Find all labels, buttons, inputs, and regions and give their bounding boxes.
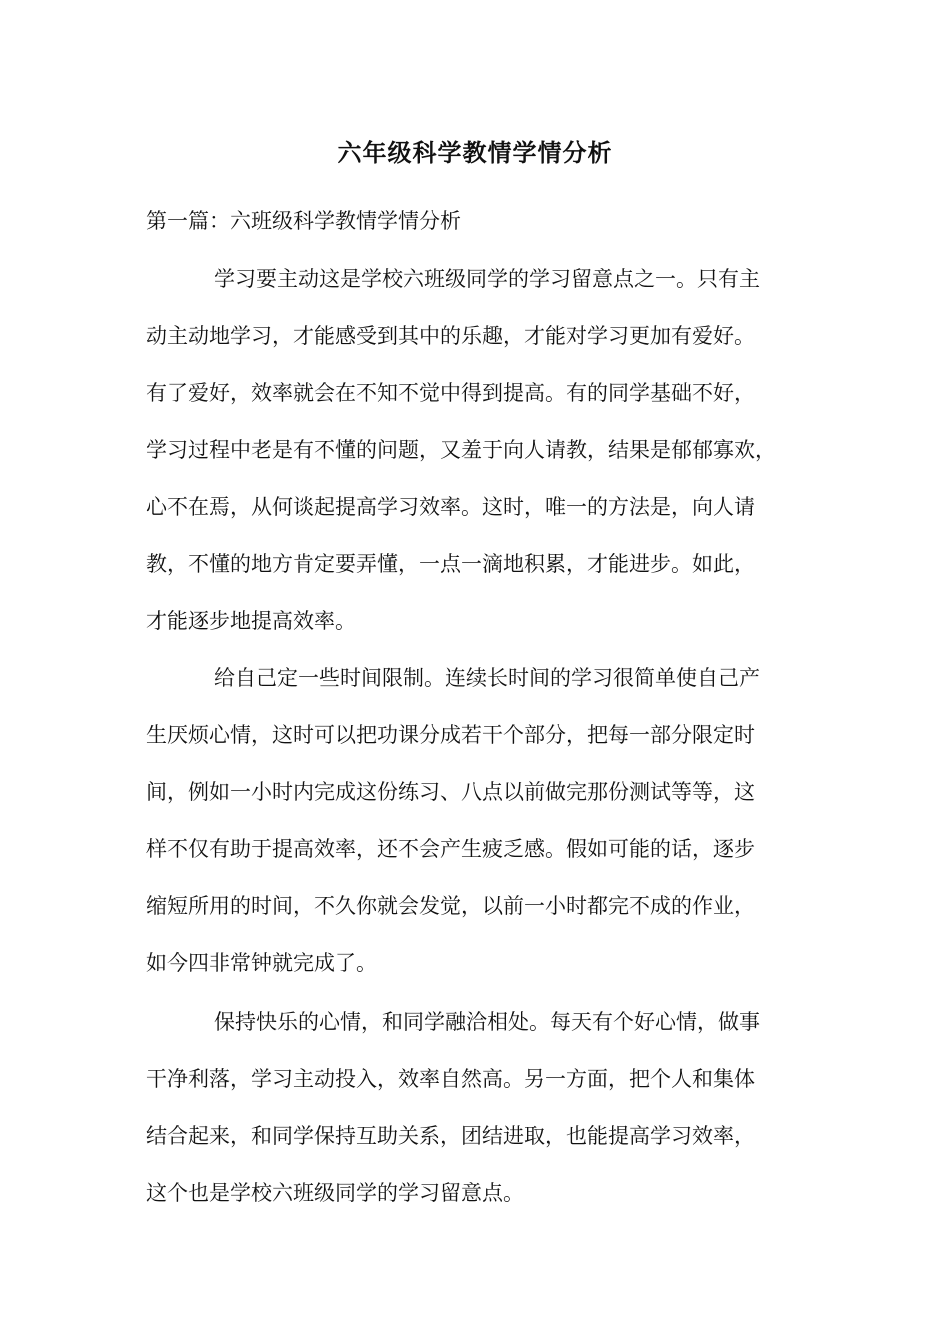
paragraph-1-line: 动主动地学习，才能感受到其中的乐趣，才能对学习更加有爱好。 — [146, 324, 755, 348]
paragraph-1-line: 教，不懂的地方肯定要弄懂，一点一滴地积累，才能进步。如此， — [146, 552, 755, 576]
paragraph-2-line: 生厌烦心情，这时可以把功课分成若干个部分，把每一部分限定时 — [146, 723, 755, 747]
paragraph-1-line: 学习过程中老是有不懂的问题，又羞于向人请教，结果是郁郁寡欢， — [146, 438, 776, 462]
paragraph-2-line: 间，例如一小时内完成这份练习、八点以前做完那份测试等等，这 — [146, 780, 755, 804]
paragraph-1-line: 心不在焉，从何谈起提高学习效率。这时，唯一的方法是，向人请 — [146, 495, 755, 519]
paragraph-1-line: 学习要主动这是学校六班级同学的学习留意点之一。只有主 — [214, 267, 760, 291]
paragraph-2-line: 缩短所用的时间，不久你就会发觉，以前一小时都完不成的作业， — [146, 894, 755, 918]
document-title: 六年级科学教情学情分析 — [337, 138, 613, 167]
paragraph-2-line: 如今四非常钟就完成了。 — [146, 951, 377, 975]
paragraph-1-line: 有了爱好，效率就会在不知不觉中得到提高。有的同学基础不好， — [146, 381, 755, 405]
paragraph-2-line: 给自己定一些时间限制。连续长时间的学习很简单使自己产 — [214, 666, 760, 690]
paragraph-2-line: 样不仅有助于提高效率，还不会产生疲乏感。假如可能的话，逐步 — [146, 837, 755, 861]
paragraph-3-line: 结合起来，和同学保持互助关系，团结进取，也能提高学习效率， — [146, 1124, 755, 1148]
paragraph-3-line: 这个也是学校六班级同学的学习留意点。 — [146, 1181, 524, 1205]
section-heading: 第一篇：六班级科学教情学情分析 — [146, 209, 461, 233]
paragraph-3-line: 保持快乐的心情，和同学融洽相处。每天有个好心情，做事 — [214, 1010, 760, 1034]
paragraph-3-line: 干净利落，学习主动投入，效率自然高。另一方面，把个人和集体 — [146, 1067, 755, 1091]
paragraph-1-line: 才能逐步地提高效率。 — [146, 609, 356, 633]
